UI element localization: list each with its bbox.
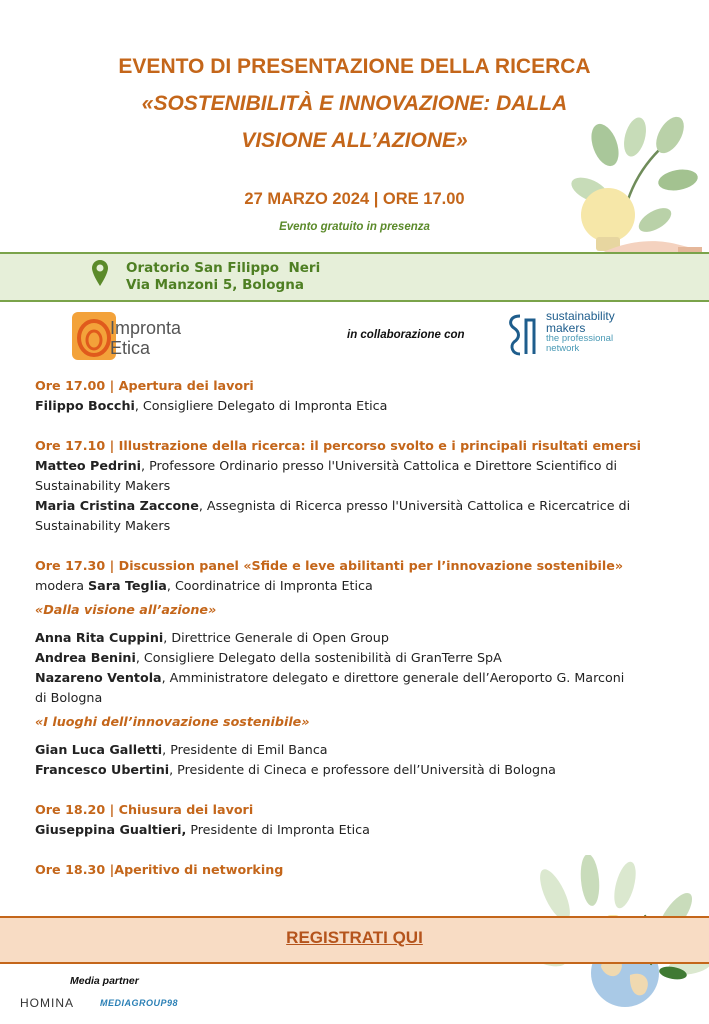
- speaker-name: Francesco Ubertini: [35, 762, 170, 777]
- sustainability-makers-logo: [504, 310, 634, 362]
- sm-logo-line1: sustainability: [546, 309, 615, 323]
- impronta-etica-logo: [70, 310, 210, 362]
- moderator-prefix: modera: [35, 578, 89, 593]
- speaker-role: , Assegnista di Ricerca presso l'Università Cattolica e Ricercatrice di: [198, 498, 631, 513]
- speaker-row: [35, 760, 675, 780]
- venue-name: Oratorio San Filippo Neri: [126, 260, 321, 276]
- speaker-role: , Amministratore delegato e direttore generale dell’Aeroporto G. Marconi: [161, 670, 625, 685]
- program: [35, 376, 675, 880]
- speaker-row: [35, 396, 675, 416]
- speaker-role: , Consigliere Delegato della sostenibilità di GranTerre SpA: [135, 650, 502, 665]
- event-subtitle-line1: «SOSTENIBILITÀ E INNOVAZIONE: DALLA: [141, 92, 568, 115]
- speaker-role-cont: di Bologna: [35, 690, 103, 705]
- speaker-role-cont: Sustainability Makers: [35, 478, 171, 493]
- speaker-role: , Presidente di Emil Banca: [162, 742, 328, 757]
- event-subtitle-line2: VISIONE ALL’AZIONE»: [241, 129, 468, 152]
- speaker-name: Filippo Bocchi: [35, 398, 135, 413]
- speaker-name: Anna Rita Cuppini: [35, 630, 164, 645]
- impronta-logo-line1: Impronta: [110, 318, 182, 338]
- event-title: EVENTO DI PRESENTAZIONE DELLA RICERCA: [118, 55, 591, 78]
- speaker-role-cont: Sustainability Makers: [35, 518, 171, 533]
- sm-logo-line2: makers: [546, 321, 586, 335]
- speaker-row: [35, 456, 675, 476]
- speaker-name: Gian Luca Galletti: [35, 742, 163, 757]
- speaker-name: Matteo Pedrini: [35, 458, 142, 473]
- sustainability-makers-mark-icon: [504, 312, 540, 358]
- speaker-role: , Consigliere Delegato di Impronta Etica: [134, 398, 388, 413]
- session-research-time: Ore 17.10 | Illustrazione della ricerca: il percorso svolto e i principali risultati emersi: [35, 438, 642, 453]
- moderator-row: [35, 576, 675, 596]
- speaker-name: Giuseppina Gualtieri,: [35, 822, 187, 837]
- register-link[interactable]: REGISTRATI QUI: [286, 928, 423, 947]
- panel-subtitle-1: «Dalla visione all’azione»: [35, 602, 217, 617]
- media-partner-label: Media partner: [70, 975, 139, 987]
- session-closing-time: Ore 18.20 | Chiusura dei lavori: [35, 802, 254, 817]
- map-pin-icon: [91, 259, 109, 287]
- session-opening-time: Ore 17.00 | Apertura dei lavori: [35, 378, 254, 393]
- speaker-name: Maria Cristina Zaccone: [35, 498, 199, 513]
- mediagroup-logo: MEDIAGROUP98: [100, 998, 179, 1008]
- speaker-row: [35, 820, 675, 840]
- speaker-name: Nazareno Ventola: [35, 670, 162, 685]
- speaker-row: [35, 496, 675, 516]
- speaker-row: [35, 668, 675, 688]
- venue-address: Via Manzoni 5, Bologna: [126, 277, 304, 293]
- speaker-name: Andrea Benini: [35, 650, 136, 665]
- collaboration-text: in collaborazione con: [347, 329, 465, 341]
- free-event-note: Evento gratuito in presenza: [279, 221, 430, 233]
- moderator-role: , Coordinatrice di Impronta Etica: [166, 578, 373, 593]
- speaker-row: [35, 740, 675, 760]
- sm-logo-line3: the professional: [546, 333, 614, 344]
- speaker-role: Presidente di Impronta Etica: [186, 822, 370, 837]
- speaker-role: , Professore Ordinario presso l'Università Cattolica e Direttore Scientifico di: [141, 458, 618, 473]
- moderator-name: Sara Teglia: [88, 578, 167, 593]
- speaker-row: [35, 628, 675, 648]
- event-date: 27 MARZO 2024 | ORE 17.00: [244, 190, 465, 208]
- venue-info: [126, 260, 320, 294]
- session-networking-time: Ore 18.30 |Aperitivo di networking: [35, 862, 284, 877]
- speaker-role: , Presidente di Cineca e professore dell’Università di Bologna: [169, 762, 556, 777]
- speaker-role: , Direttrice Generale di Open Group: [163, 630, 389, 645]
- panel-subtitle-2: «I luoghi dell’innovazione sostenibile»: [35, 714, 310, 729]
- impronta-logo-line2: Etica: [110, 338, 151, 358]
- homina-logo: HOMINA: [20, 996, 74, 1010]
- session-panel-time: Ore 17.30 | Discussion panel «Sfide e leve abilitanti per l’innovazione sostenibile»: [35, 558, 624, 573]
- sm-logo-line4: network: [546, 343, 580, 354]
- speaker-row: [35, 648, 675, 668]
